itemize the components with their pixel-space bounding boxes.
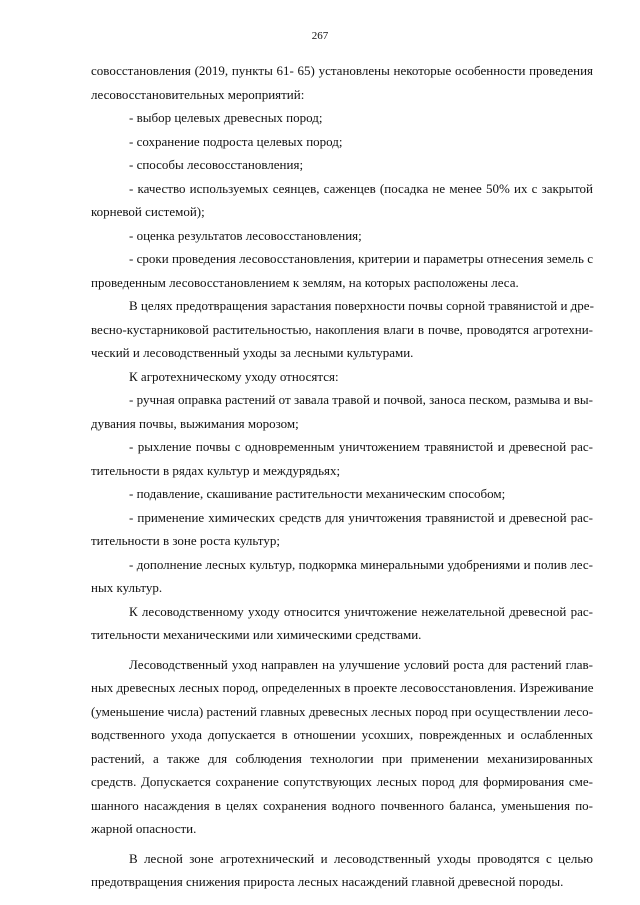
paragraph-line: К агротехническому уходу относятся: (129, 368, 339, 384)
list-item: - качество используемых сеянцев, саженцев (посадка не менее 50% их с закрытой (129, 180, 593, 196)
text-line: корневой системой); (91, 204, 205, 219)
list-item: - способы лесовосстановления; (129, 157, 304, 172)
text-line: ных древесных лесных пород, определенных в проекте лесовосстановления. Изреживание (91, 680, 594, 695)
text-line: лесовосстановительных мероприятий: (91, 86, 305, 102)
text-line: (уменьшение числа) растений главных древесных лесных пород при осуществлении лесо- (91, 703, 593, 719)
text-line: дувания почвы, выжимания морозом; (91, 415, 299, 431)
paragraph-line: В целях предотвращения зарастания поверхности почвы сорной травянистой и дре- (129, 298, 594, 313)
text-line: проведенным лесовосстановлением к землям, на которых расположены леса. (91, 274, 519, 290)
paragraph-line: К лесоводственному уходу относится уничтожение нежелательной древесной рас- (129, 603, 593, 619)
list-item: - применение химических средств для уничтожения травянистой и древесной рас- (129, 509, 593, 525)
text-line: тительности в рядах культур и междурядьях; (91, 462, 341, 478)
list-item: - ручная оправка растений от завала травой и почвой, заноса песком, размыва и вы- (129, 392, 593, 407)
paragraph-line: Лесоводственный уход направлен на улучшение условий роста для растений глав- (129, 656, 593, 672)
text-line: ных культур. (91, 580, 163, 595)
text-line: водственного ухода допускается в отношении усохших, поврежденных и ослабленных (91, 727, 593, 742)
list-item: - выбор целевых древесных пород; (129, 110, 323, 125)
paragraph-line: В лесной зоне агротехнический и лесоводственный уходы проводятся с целью (129, 850, 593, 866)
text-line: совосстановления (2019, пункты 61- 65) установлены некоторые особенности проведения (91, 63, 593, 78)
text-line: средств. Допускается сохранение сопутствующих лесных пород для формирования сме- (91, 774, 593, 789)
body-text (91, 59, 593, 894)
text-line: ческий и лесоводственный уходы за лесными культурами. (91, 345, 414, 360)
list-item: - подавление, скашивание растительности механическим способом; (129, 486, 506, 501)
list-item: - дополнение лесных культур, подкормка минеральными удобрениями и полив лес- (129, 556, 593, 572)
text-line: жарной опасности. (91, 821, 197, 836)
text-line: тительности в зоне роста культур; (91, 533, 280, 548)
list-item: - оценка результатов лесовосстановления; (129, 227, 362, 243)
list-item: - сохранение подроста целевых пород; (129, 133, 343, 149)
list-item: - рыхление почвы с одновременным уничтожением травянистой и древесной рас- (129, 439, 593, 454)
text-line: тительности механическими или химическими средствами. (91, 627, 422, 642)
page-number: 267 (311, 30, 329, 42)
text-line: предотвращения снижения прироста лесных насаждений главной древесной породы. (91, 874, 564, 889)
list-item: - сроки проведения лесовосстановления, критерии и параметры отнесения земель с (129, 251, 593, 266)
text-line: весно-кустарниковой растительностью, накопления влаги в почве, проводятся агротехни- (91, 321, 593, 337)
text-line: растений, а также для соблюдения технологии при применении механизированных (91, 750, 593, 766)
text-line: шанного насаждения в целях сохранения водного почвенного баланса, уменьшения по- (91, 797, 593, 813)
